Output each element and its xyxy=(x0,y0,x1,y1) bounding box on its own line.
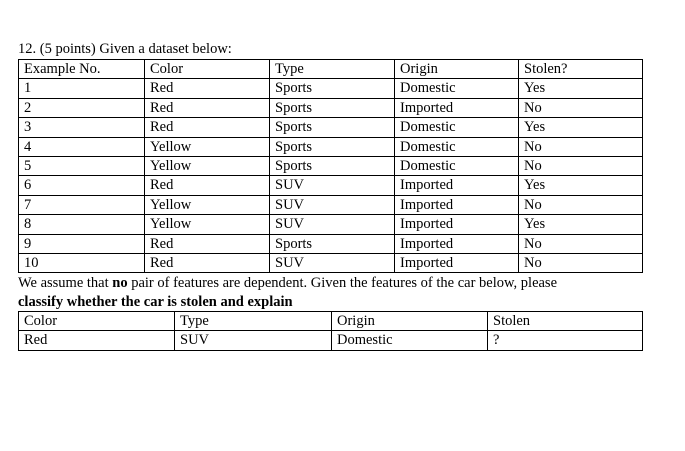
table-cell: ? xyxy=(488,331,643,350)
table-cell: Sports xyxy=(270,98,395,117)
table-cell: SUV xyxy=(270,195,395,214)
table-cell: 5 xyxy=(19,157,145,176)
table-cell: Imported xyxy=(395,195,519,214)
table-row xyxy=(19,137,643,156)
table-cell: Imported xyxy=(395,254,519,273)
table-cell: Yellow xyxy=(145,215,270,234)
table-cell: SUV xyxy=(270,254,395,273)
table-cell: Yes xyxy=(519,176,643,195)
table-cell: 10 xyxy=(19,254,145,273)
table-cell: SUV xyxy=(270,176,395,195)
table-cell: No xyxy=(519,195,643,214)
instruction-text xyxy=(18,274,557,311)
instruction-emphasis: no xyxy=(112,275,128,291)
query-table xyxy=(18,311,643,351)
table-cell: Yellow xyxy=(145,195,270,214)
table-cell: No xyxy=(519,234,643,253)
table-cell: Domestic xyxy=(395,118,519,137)
table-cell: Imported xyxy=(395,176,519,195)
table-cell: No xyxy=(519,98,643,117)
table-cell: Yes xyxy=(519,118,643,137)
table-cell: Sports xyxy=(270,234,395,253)
table-cell: 7 xyxy=(19,195,145,214)
table-cell: Imported xyxy=(395,234,519,253)
table-cell: 8 xyxy=(19,215,145,234)
table-row xyxy=(19,79,643,98)
table-row xyxy=(19,195,643,214)
table-cell: 1 xyxy=(19,79,145,98)
table-row xyxy=(19,331,643,350)
instruction-line-2 xyxy=(18,293,557,312)
table-cell: Yes xyxy=(519,215,643,234)
header-cell: Stolen xyxy=(488,312,643,331)
table-cell: Red xyxy=(145,79,270,98)
table-header-row xyxy=(19,60,643,79)
table-cell: Sports xyxy=(270,157,395,176)
table-cell: Yes xyxy=(519,79,643,98)
table-cell: 3 xyxy=(19,118,145,137)
table-row xyxy=(19,234,643,253)
table-cell: Domestic xyxy=(395,137,519,156)
header-cell: Example No. xyxy=(19,60,145,79)
table-cell: Sports xyxy=(270,79,395,98)
header-cell: Stolen? xyxy=(519,60,643,79)
table-cell: Imported xyxy=(395,98,519,117)
table-row xyxy=(19,157,643,176)
table-cell: No xyxy=(519,157,643,176)
table-cell: 4 xyxy=(19,137,145,156)
header-cell: Type xyxy=(175,312,332,331)
table-cell: Red xyxy=(145,176,270,195)
table-cell: 2 xyxy=(19,98,145,117)
header-cell: Type xyxy=(270,60,395,79)
table-cell: Red xyxy=(145,254,270,273)
header-cell: Origin xyxy=(332,312,488,331)
dataset-table xyxy=(18,59,643,273)
table-cell: Yellow xyxy=(145,137,270,156)
table-cell: SUV xyxy=(270,215,395,234)
table-row xyxy=(19,215,643,234)
table-cell: Sports xyxy=(270,137,395,156)
table-cell: 9 xyxy=(19,234,145,253)
table-cell: Domestic xyxy=(395,157,519,176)
table-cell: Sports xyxy=(270,118,395,137)
instruction-part: We assume that xyxy=(18,275,113,291)
table-cell: Domestic xyxy=(395,79,519,98)
table-cell: No xyxy=(519,254,643,273)
table-row xyxy=(19,254,643,273)
header-cell: Color xyxy=(19,312,175,331)
table-cell: 6 xyxy=(19,176,145,195)
header-cell: Origin xyxy=(395,60,519,79)
table-header-row xyxy=(19,312,643,331)
table-cell: Red xyxy=(145,98,270,117)
table-cell: Imported xyxy=(395,215,519,234)
table-cell: Domestic xyxy=(332,331,488,350)
table-row xyxy=(19,118,643,137)
question-heading: 12. (5 points) Given a dataset below: xyxy=(18,41,232,57)
instruction-line-1 xyxy=(18,274,557,293)
table-cell: Red xyxy=(19,331,175,350)
table-cell: Red xyxy=(145,118,270,137)
table-row xyxy=(19,176,643,195)
instruction-part: pair of features are dependent. Given the features of the car below, please xyxy=(127,275,558,291)
table-cell: No xyxy=(519,137,643,156)
instruction-task: classify whether the car is stolen and explain xyxy=(18,293,293,310)
table-row xyxy=(19,98,643,117)
header-cell: Color xyxy=(145,60,270,79)
table-cell: SUV xyxy=(175,331,332,350)
table-cell: Red xyxy=(145,234,270,253)
table-cell: Yellow xyxy=(145,157,270,176)
